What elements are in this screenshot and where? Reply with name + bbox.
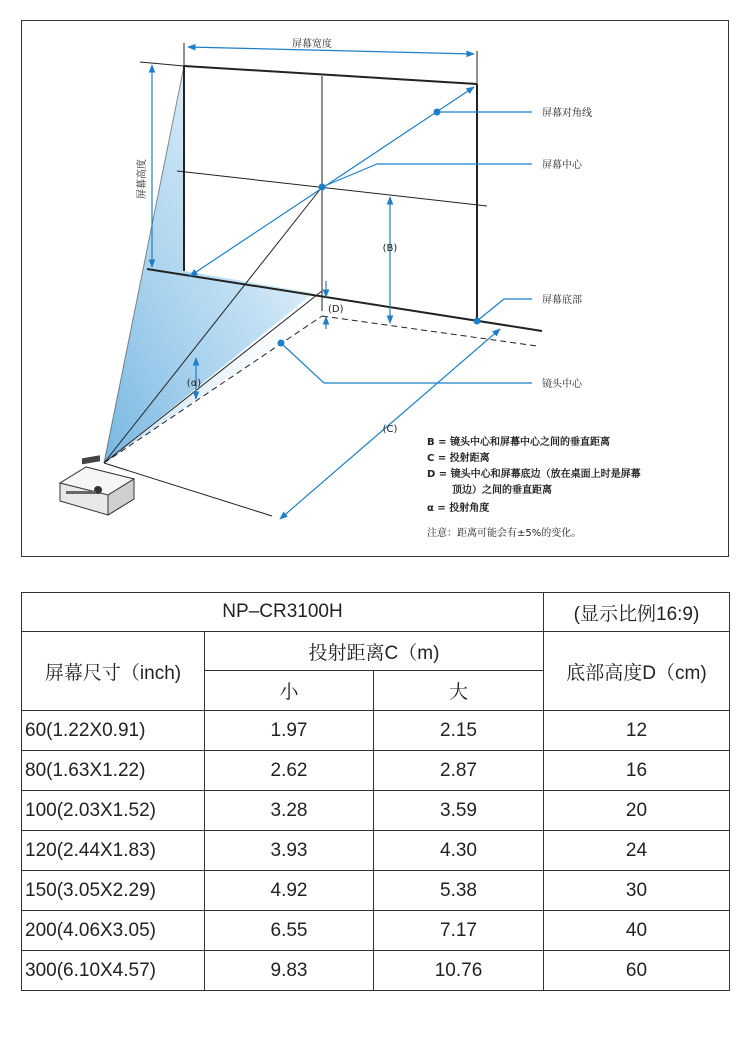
- table-header-row: [22, 632, 730, 671]
- height-cell: 30: [544, 871, 730, 911]
- lens-level-dashed-line: [322, 316, 537, 346]
- throw-distance-table: [21, 592, 730, 991]
- max-cell: 2.87: [374, 751, 544, 791]
- table-row: [22, 711, 730, 751]
- legend-line-2: C = 投射距离: [427, 453, 490, 464]
- projector-icon: [60, 455, 134, 515]
- size-cell: 150(3.05X2.29): [22, 871, 205, 911]
- table-row: [22, 831, 730, 871]
- size-cell: 200(4.06X3.05): [22, 911, 205, 951]
- height-ext-top: [140, 62, 184, 66]
- legend-line-5: α = 投射角度: [427, 503, 490, 514]
- diagram-svg: [22, 21, 730, 558]
- model-cell: NP–CR3100H: [22, 593, 544, 632]
- marker-b: (B): [382, 243, 398, 254]
- height-header: 底部高度D（cm): [544, 632, 730, 711]
- size-cell: 60(1.22X0.91): [22, 711, 205, 751]
- throw-header: 投射距离C（m): [205, 632, 544, 671]
- height-cell: 40: [544, 911, 730, 951]
- height-cell: 24: [544, 831, 730, 871]
- min-cell: 3.28: [205, 791, 374, 831]
- height-cell: 20: [544, 791, 730, 831]
- table-row: [22, 751, 730, 791]
- max-cell: 7.17: [374, 911, 544, 951]
- legend-line-3: D = 镜头中心和屏幕底边（放在桌面上时是屏幕: [427, 469, 641, 480]
- table-body: [22, 711, 730, 991]
- min-cell: 9.83: [205, 951, 374, 991]
- min-header: 小: [205, 671, 374, 711]
- bottom-leader-1: [477, 299, 504, 321]
- max-cell: 10.76: [374, 951, 544, 991]
- size-cell: 300(6.10X4.57): [22, 951, 205, 991]
- callout-lens-center: 镜头中心: [542, 379, 582, 390]
- projection-diagram: [21, 20, 729, 557]
- table-title-row: [22, 593, 730, 632]
- table-row: [22, 791, 730, 831]
- min-cell: 3.93: [205, 831, 374, 871]
- screen-width-label: 屏幕宽度: [292, 39, 332, 50]
- table-row: [22, 911, 730, 951]
- screen-height-label: 屏幕高度: [137, 159, 148, 199]
- size-cell: 120(2.44X1.83): [22, 831, 205, 871]
- max-cell: 5.38: [374, 871, 544, 911]
- height-cell: 60: [544, 951, 730, 991]
- marker-c: (C): [382, 424, 398, 435]
- marker-alpha: (α): [186, 378, 202, 389]
- legend-line-4: 顶边）之间的垂直距离: [452, 485, 552, 496]
- diagram-note: 注意：距离可能会有±5%的变化。: [427, 528, 582, 539]
- max-header: 大: [374, 671, 544, 711]
- max-cell: 4.30: [374, 831, 544, 871]
- callout-center: 屏幕中心: [542, 160, 582, 171]
- height-cell: 12: [544, 711, 730, 751]
- max-cell: 2.15: [374, 711, 544, 751]
- size-header: 屏幕尺寸（inch): [22, 632, 205, 711]
- size-cell: 100(2.03X1.52): [22, 791, 205, 831]
- callout-diagonal: 屏幕对角线: [542, 108, 592, 119]
- min-cell: 1.97: [205, 711, 374, 751]
- min-cell: 4.92: [205, 871, 374, 911]
- min-cell: 2.62: [205, 751, 374, 791]
- lens-leader-1: [281, 343, 324, 383]
- height-cell: 16: [544, 751, 730, 791]
- max-cell: 3.59: [374, 791, 544, 831]
- min-cell: 6.55: [205, 911, 374, 951]
- table-row: [22, 951, 730, 991]
- aspect-cell: (显示比例16:9): [544, 593, 730, 632]
- marker-d: (D): [328, 304, 344, 315]
- legend-line-1: B = 镜头中心和屏幕中心之间的垂直距离: [427, 437, 610, 448]
- size-cell: 80(1.63X1.22): [22, 751, 205, 791]
- callout-bottom: 屏幕底部: [542, 295, 582, 306]
- table-row: [22, 871, 730, 911]
